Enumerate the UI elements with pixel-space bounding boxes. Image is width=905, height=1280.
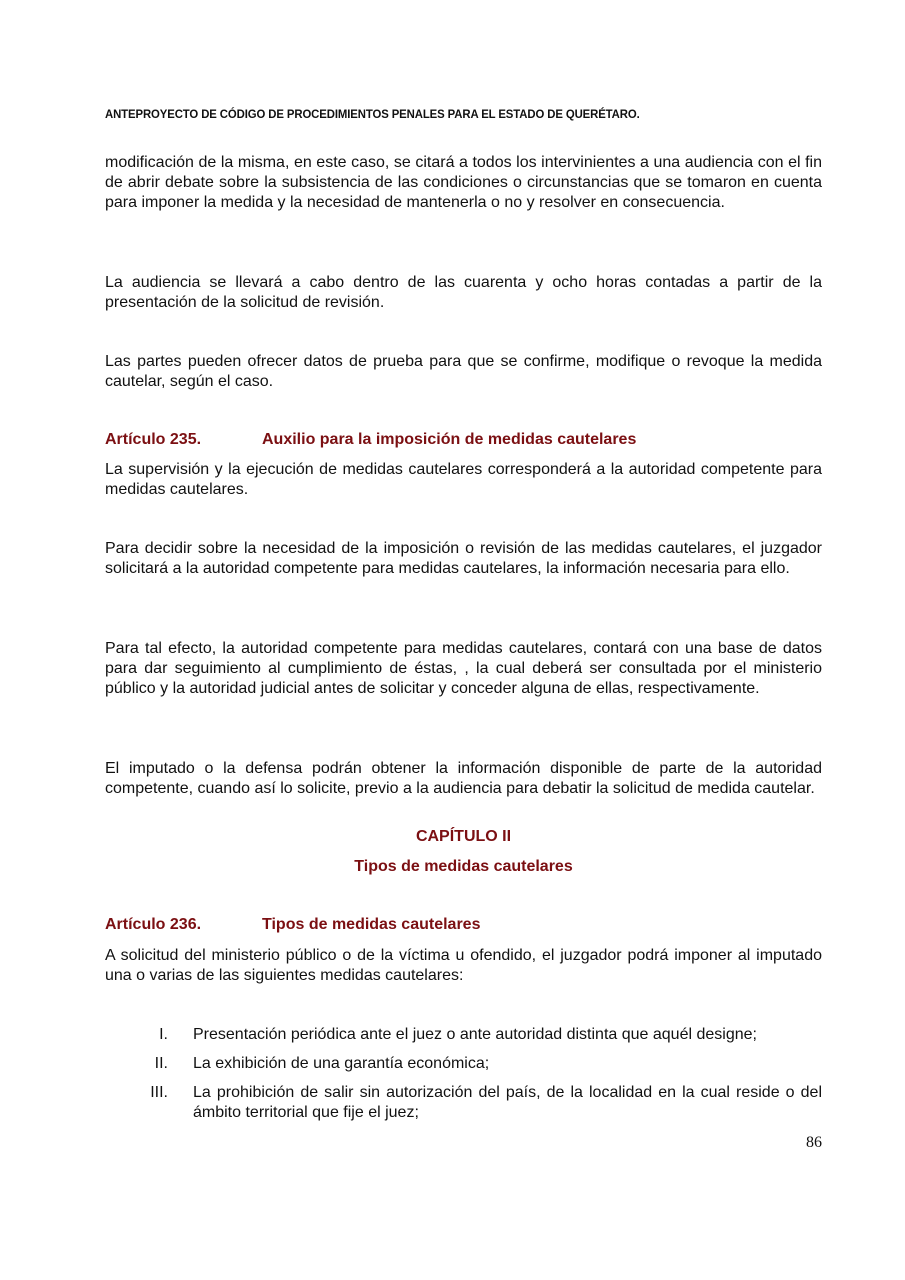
paragraph: El imputado o la defensa podrán obtener la información disponible de parte de la autoridad competente, cuando así lo solicite, previo a la audiencia para debatir la solicitud de medida cautelar. [105, 760, 822, 798]
list-numeral: I. [159, 1026, 168, 1043]
list-text: La exhibición de una garantía económica; [193, 1055, 490, 1072]
paragraph: Para tal efecto, la autoridad competente para medidas cautelares, contará con una base de datos para dar seguimiento al cumplimiento de éstas, , la cual deberá ser consultada por el ministerio público y la autoridad judicial antes de solicitar y conceder alguna de ellas, respectivamente. [105, 640, 822, 698]
page-number: 86 [806, 1134, 822, 1151]
list-numeral: II. [154, 1055, 168, 1072]
paragraph: Las partes pueden ofrecer datos de prueba para que se confirme, modifique o revoque la medida cautelar, según el caso. [105, 353, 822, 391]
list-numeral: III. [150, 1084, 168, 1101]
paragraph: Para decidir sobre la necesidad de la imposición o revisión de las medidas cautelares, el juzgador solicitará a la autoridad competente para medidas cautelares, la información necesaria para ello. [105, 540, 822, 578]
article-title: Auxilio para la imposición de medidas cautelares [262, 431, 637, 448]
document-header: ANTEPROYECTO DE CÓDIGO DE PROCEDIMIENTOS PENALES PARA EL ESTADO DE QUERÉTARO. [105, 107, 640, 121]
paragraph: modificación de la misma, en este caso, se citará a todos los intervinientes a una audiencia con el fin de abrir debate sobre la subsistencia de las condiciones o circunstancias que se tomaron en cuenta para imponer la medida y la necesidad de mantenerla o no y resolver en consecuencia. [105, 154, 822, 212]
chapter-label: CAPÍTULO II [415, 828, 512, 845]
article-236-heading [105, 916, 480, 934]
article-235-heading [105, 431, 636, 449]
article-number: Artículo 235. [105, 431, 202, 448]
article-title: Tipos de medidas cautelares [262, 916, 481, 933]
list-text: La prohibición de salir sin autorización del país, de la localidad en la cual reside o del ámbito territorial que fije el juez; [193, 1084, 822, 1122]
paragraph: A solicitud del ministerio público o de la víctima u ofendido, el juzgador podrá imponer al imputado una o varias de las siguientes medidas cautelares: [105, 947, 822, 985]
list-text: Presentación periódica ante el juez o ante autoridad distinta que aquél designe; [193, 1026, 757, 1043]
paragraph: La audiencia se llevará a cabo dentro de las cuarenta y ocho horas contadas a partir de la presentación de la solicitud de revisión. [105, 274, 822, 312]
chapter-title: Tipos de medidas cautelares [354, 858, 573, 875]
article-number: Artículo 236. [105, 916, 202, 933]
paragraph: La supervisión y la ejecución de medidas cautelares corresponderá a la autoridad competente para medidas cautelares. [105, 461, 822, 499]
